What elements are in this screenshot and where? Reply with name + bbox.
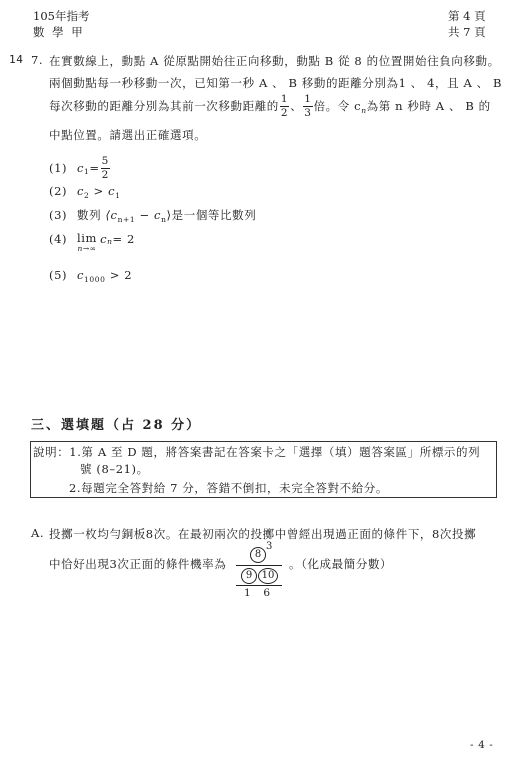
- option-subscript: 1: [84, 166, 90, 176]
- option-var: c: [77, 161, 85, 175]
- question-7-line2: 兩個動點每一秒移動一次，已知第一秒 A 、 B 移動的距離分別為1 、 4，且 A 、 B: [49, 76, 503, 90]
- option-label: (5): [49, 268, 68, 282]
- exam-year: 105年指考: [33, 9, 90, 23]
- option-var: ⟨c: [105, 208, 118, 222]
- option-close: ⟩: [166, 208, 172, 222]
- option-mid: − c: [135, 208, 162, 222]
- fraction-numerator: 5: [101, 155, 109, 167]
- page-number-header: 第 4 頁: [448, 9, 486, 23]
- option-suffix: 是一個等比數列: [171, 208, 257, 222]
- fraction-one-half: [280, 94, 289, 118]
- option-subscript: n: [161, 215, 167, 224]
- option-relation: =: [89, 161, 100, 175]
- fraction-bar: [236, 565, 282, 566]
- option-label: (2): [49, 184, 68, 198]
- question-a-tail: 。（化成最簡分數）: [289, 557, 393, 571]
- line3-text-a: 每次移動的距離分別為其前一次移動距離的: [49, 99, 279, 113]
- option-3: [49, 207, 256, 223]
- fraction-five-halves: [101, 156, 110, 180]
- option-subscript: n+1: [117, 215, 136, 224]
- line3-text-c: 為第 n 秒時 A 、 B 的: [366, 99, 491, 113]
- option-4: [49, 232, 135, 253]
- subject-name: 數 學 甲: [33, 25, 85, 39]
- subscript-n: n: [361, 105, 367, 115]
- option-subscript: n: [107, 237, 113, 246]
- fraction-denominator: 3: [304, 106, 312, 119]
- question-7-line4: 中點位置。請選出正確選項。: [49, 128, 207, 142]
- question-a-line1: 投擲一枚均勻銅板8次。在最初兩次的投擲中曾經出現過正面的條件下，8次投擲: [49, 527, 477, 541]
- option-1: [49, 156, 111, 180]
- option-label: (4): [49, 232, 68, 246]
- option-relation: > 2: [105, 268, 133, 282]
- question-a-line2: 中恰好出現3次正面的條件機率為: [49, 557, 227, 571]
- limit-operator: [77, 232, 97, 253]
- option-var: c: [100, 232, 108, 246]
- total-pages: 共 7 頁: [448, 25, 486, 39]
- answer-cell-8: 8: [250, 547, 266, 563]
- lim-subscript: n→∞: [77, 243, 97, 253]
- page-footer: - 4 -: [470, 739, 494, 751]
- fraction-one-third: [303, 94, 312, 118]
- question-7-line3: [49, 94, 491, 118]
- option-var: c: [77, 268, 85, 282]
- option-label: (3): [49, 208, 68, 222]
- option-prefix: 數列: [77, 208, 102, 222]
- section-3-title: 三、選填題（占 28 分）: [31, 418, 202, 433]
- line3-text-b: 倍。令 c: [313, 99, 362, 113]
- side-mark: 14: [9, 53, 24, 66]
- option-subscript: 1000: [84, 275, 106, 284]
- question-7-line1: 在實數線上，動點 A 從原點開始往正向移動，動點 B 從 8 的位置開始往負向移動。: [49, 54, 500, 68]
- fraction-numerator: 1: [304, 93, 312, 105]
- answer-cell-9: 9: [241, 568, 257, 584]
- instruction-line2: 號 (8–21)。: [80, 462, 149, 476]
- question-a-label: A.: [31, 526, 45, 540]
- fraction-underline: [236, 585, 282, 586]
- fraction-denominator: 2: [101, 168, 109, 181]
- fraction-denominator: 2: [280, 106, 289, 119]
- question-7-number: 7.: [31, 53, 44, 67]
- option-5: [49, 268, 132, 282]
- instruction-line3: 2.每題完全答對給 7 分，答錯不倒扣，未完全答對不給分。: [69, 481, 388, 495]
- option-subscript: 2: [84, 191, 90, 200]
- option-2: [49, 184, 121, 198]
- lim-text: lim: [77, 231, 98, 245]
- fraction-numerator: 1: [280, 93, 289, 105]
- option-relation: > c: [89, 184, 116, 198]
- option-subscript: 1: [115, 191, 121, 200]
- instruction-line1: 說明：1.第 A 至 D 題，將答案書記在答案卡之「選擇（填）題答案區」所標示的列: [33, 445, 481, 459]
- superscript-3: 3: [266, 541, 273, 552]
- answer-cell-10: 10: [258, 568, 278, 584]
- denominator-digits: 1 6: [244, 587, 273, 599]
- option-var: c: [77, 184, 85, 198]
- option-label: (1): [49, 161, 68, 175]
- option-relation: = 2: [112, 232, 135, 246]
- line3-separator: 、: [290, 99, 303, 113]
